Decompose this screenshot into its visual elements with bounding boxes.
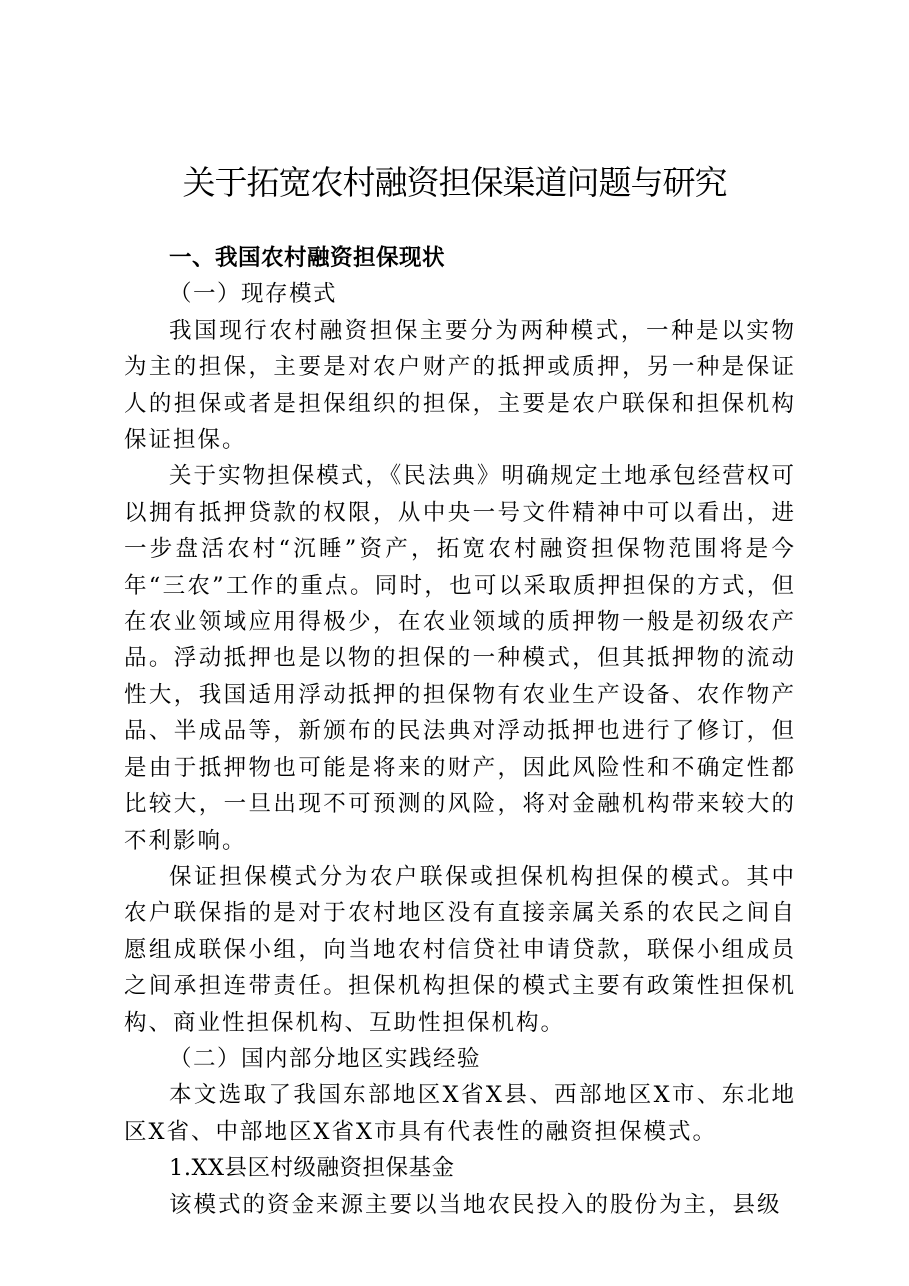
subsection-heading: （一）现存模式: [169, 281, 338, 308]
body-paragraph: 本文选取了我国东部地区X省X县、西部地区X市、东北地区X省、中部地区X省X市具有代表性的融资担保模式。: [124, 1082, 796, 1145]
document-title: 关于拓宽农村融资担保渠道问题与研究: [182, 163, 727, 202]
body-paragraph: 保证担保模式分为农户联保或担保机构担保的模式。其中农户联保指的是对于农村地区没有直接亲属关系的农民之间自愿组成联保小组，向当地农村信贷社申请贷款，联保小组成员之间承担连带责任。担保机构担保的模式主要有政策性担保机构、商业性担保机构、互助性担保机构。: [124, 863, 796, 1036]
document-body: [124, 240, 796, 1223]
body-paragraph: 该模式的资金来源主要以当地农民投入的股份为主，县级: [169, 1191, 782, 1218]
body-paragraph: 我国现行农村融资担保主要分为两种模式，一种是以实物为主的担保，主要是对农户财产的抵押或质押，另一种是保证人的担保或者是担保组织的担保，主要是农户联保和担保机构保证担保。: [124, 317, 796, 454]
subsection-heading: （二）国内部分地区实践经验: [169, 1045, 482, 1072]
body-paragraph: 关于实物担保模式，《民法典》明确规定土地承包经营权可以拥有抵押贷款的权限，从中央一号文件精神中可以看出，进一步盘活农村“沉睡”资产，拓宽农村融资担保物范围将是今年“三农”工作的重点。同时，也可以采取质押担保的方式，但在农业领域应用得极少，在农业领域的质押物一般是初级农产品。浮动抵押也是以物的担保的一种模式，但其抵押物的流动性大，我国适用浮动抵押的担保物有农业生产设备、农作物产品、半成品等，新颁布的民法典对浮动抵押也进行了修订，但是由于抵押物也可能是将来的财产，因此风险性和不确定性都比较大，一旦出现不可预测的风险，将对金融机构带来较大的不利影响。: [124, 463, 796, 854]
section-heading: 一、我国农村融资担保现状: [169, 245, 446, 271]
item-heading: 1.XX县区村级融资担保基金: [169, 1155, 455, 1182]
